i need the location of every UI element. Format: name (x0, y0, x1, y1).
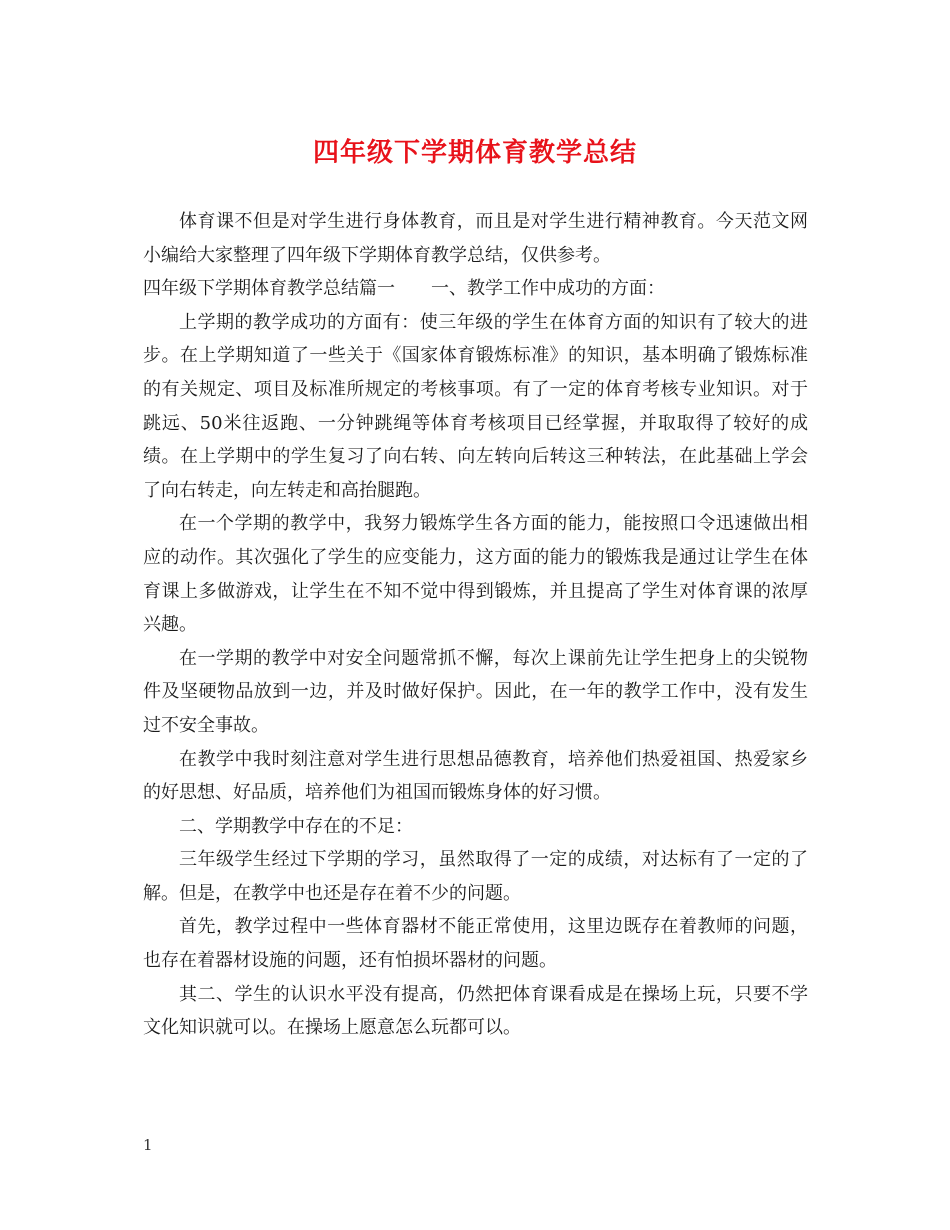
document-title: 四年级下学期体育教学总结 (312, 138, 637, 168)
paragraph-last-term-success: 上学期的教学成功的方面有：使三年级的学生在体育方面的知识有了较大的进步。在上学期知道了一些关于《国家体育锻炼标准》的知识，基本明确了锻炼标准的有关规定、项目及标准所规定的考核事项。有了一定的体育考核专业知识。对于跳远、50米往返跑、一分钟跳绳等体育考核项目已经掌握，并取取得了较好的成绩。在上学期中的学生复习了向右转、向左转向后转这三种转法，在此基础上学会了向右转走，向左转走和高抬腿跑。 (143, 311, 808, 501)
paragraph-shortcomings-intro: 三年级学生经过下学期的学习，虽然取得了一定的成绩，对达标有了一定的了解。但是，在教学中也还是存在着不少的问题。 (143, 849, 808, 904)
paragraph-intro: 体育课不但是对学生进行身体教育，而且是对学生进行精神教育。今天范文网小编给大家整理了四年级下学期体育教学总结，仅供参考。 (143, 211, 808, 266)
section-heading-shortcomings: 二、学期教学中存在的不足： (179, 815, 413, 837)
paragraph-safety: 在一学期的教学中对安全问题常抓不懈，每次上课前先让学生把身上的尖锐物件及坚硬物品放到一边，并及时做好保护。因此，在一年的教学工作中，没有发生过不安全事故。 (143, 647, 808, 736)
paragraph-second-issue: 其二、学生的认识水平没有提高，仍然把体育课看成是在操场上玩，只要不学文化知识就可以。在操场上愿意怎么玩都可以。 (143, 983, 808, 1039)
page-number: 1 (143, 1136, 153, 1154)
paragraph-ability-training: 在一个学期的教学中，我努力锻炼学生各方面的能力，能按照口令迅速做出相应的动作。其次强化了学生的应变能力，这方面的能力的锻炼我是通过让学生在体育课上多做游戏，让学生在不知不觉中得到锻炼，并且提高了学生对体育课的浓厚兴趣。 (143, 513, 808, 636)
paragraph-first-issue: 首先，教学过程中一些体育器材不能正常使用，这里边既存在着教师的问题，也存在着器材设施的问题，还有怕损坏器材的问题。 (143, 916, 808, 972)
section-heading-part-one: 四年级下学期体育教学总结篇一 一、教学工作中成功的方面： (143, 278, 665, 300)
document-body (143, 205, 808, 1045)
paragraph-moral-education: 在教学中我时刻注意对学生进行思想品德教育，培养他们热爱祖国、热爱家乡的好思想、好品质，培养他们为祖国而锻炼身体的好习惯。 (143, 748, 808, 804)
